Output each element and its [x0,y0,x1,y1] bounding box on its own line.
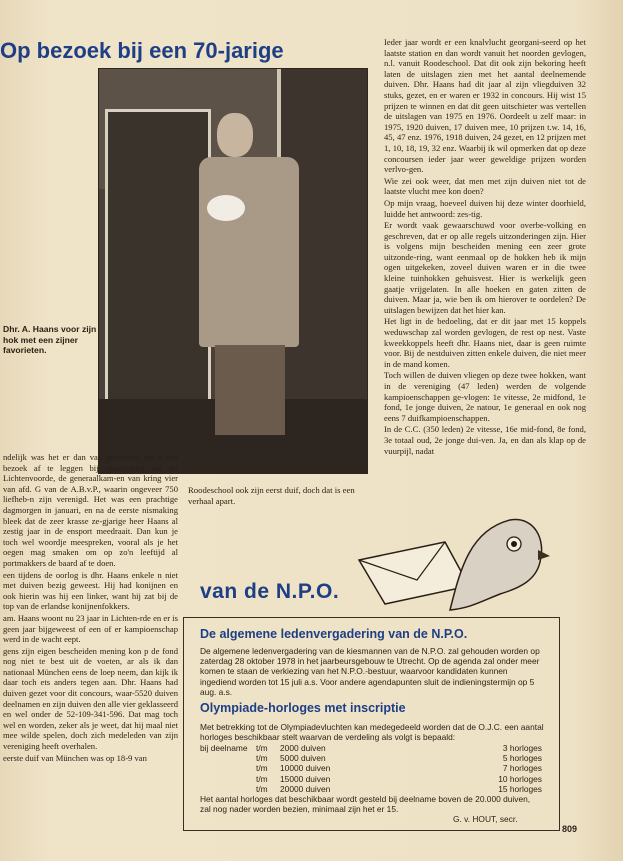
page-number: 809 [562,824,578,834]
table-cell: 5 horloges [502,753,542,764]
pigeon-head-icon [440,510,550,614]
table-cell: 20000 duiven [280,783,331,794]
table-cell: 7 horloges [502,763,542,774]
photo-man-head [217,113,253,157]
notice-watches-text: Met betrekking tot de Olympiadevluchten kan medegedeeld worden dat de O.J.C. een aantal horloges beschikbaar stelt waarvan de verdeling als volgt is bepaald: [200,722,544,743]
table-cell: 10000 duiven [280,763,331,774]
table-cell: 15000 duiven [280,773,331,784]
paragraph: gens zijn eigen bescheiden mening kon p de fond nog niet te best uit de voeten, ar als ik dan nationaal München eens de loep neem, dan kijk ik daar toch ets anders tegen aan. Dhr. Haans had duiven gezet voor dit concours, waar-5520 duiven deelnamen en zijn duiven den alle vier geklasseerd en wel onder de 52-109-341-596. Dat mag toch wel en worden, zeker als je weet, dat hij maal niet mee wilde spelen, doch zich medeleden van zijn vereniging heeft overhalen. [3,645,178,752]
photo-man-legs [215,345,285,435]
table-cell: 15 horloges [498,783,542,794]
paragraph: In de C.C. (350 leden) 2e vitesse, 16e mid-fond, 8e fond, 3e totaal oud, 2e jonge dui-ven. Ja, en dan als klap op de vuurpijl, nadat [384,424,586,456]
table-cell: bij deelname [200,743,248,753]
photo-loft-door [105,109,211,435]
paragraph: eerste duif van München was op 18-9 van [3,752,147,763]
table-row [200,774,542,784]
article-title: Op bezoek bij een 70-jarige [0,38,284,63]
paragraph: Het ligt in de bedoeling, dat er dit jaar met 15 koppels weduwschap zal worden gevlogen, de rest op nest. Vaste kweekkoppels heeft dhr. Haans niet, daar is geen ruimte voor. Bij de nestduiven zitten enkele duiven, die niet meer in de mand komen. [384,316,586,369]
signature: G. v. HOUT, secr. [453,814,518,824]
photo-right-text: Roodeschool ook zijn eerst duif, doch dat is een verhaal apart. [188,485,355,506]
notice-meeting-text: De algemene ledenvergadering van de kiesmannen van de N.P.O. zal gehouden worden op zaterdag 28 oktober 1978 in het jaarbeursgebouw te Utrecht. Op de agenda zal onder meer komen te staan de verkiezing van het N.P.O.-bestuur, waarvoor kandidaten kunnen ingediend worden tot 15 juli a.s. Voor andere agendapunten sluit de indieningstermijn op 5 aug. a.s. [200,646,540,697]
paragraph: Wie zei ook weer, dat men met zijn duiven niet tot de laatste vlucht mee kon doen? [384,175,586,197]
table-cell: t/m [256,763,268,774]
article-left-column [3,452,178,764]
table-cell: t/m [256,783,268,794]
paragraph: Ieder jaar wordt er een knalvlucht georgani-seerd op het laatste station en dan wordt vanuit het noorden gevlogen, n.l. vanuit Roodeschool. Dat dit ook zijn bekoring heeft laten de uitslagen zien met het aantal deelnemende duiven. Dhr. Haans had dit jaar al zijn vliegduiven 32 stuks, gezet, en er waren er 1932 in concours. Hij wist 15 prijzen te winnen en dat dit geen uitschieter was vertellen de uitslagen van 1975 en 1976. Oordeelt u zelf maar: in 1975, 1920 duiven, 17 duiven mee, 10 prijzen t.w. 14, 16, 45, 47 enz. 1976, 1918 duiven, 24 gezet, en 12 prijzen met 1, 10, 18, 19, 32 enz. Waarbij ik wil opmerken dat op deze concoursen ieder jaar weer geweldige prijzen worden verlvo-gen. [384,37,586,175]
table-cell: 10 horloges [498,773,542,784]
notice-heading-watches: Olympiade-horloges met inscriptie [200,701,406,715]
table-cell: 5000 duiven [280,753,326,764]
paragraph: Toch willen de duiven vliegen op deze twee hokken, want in de vereniging (47 leden) werden de volgende kampioenschappen ge-vlogen: 1e vitesse, 2e midfond, 1e fond, 1e jonge duiven, 2e natour, 1e generaal en ook nog eens 7 duifkampioenschappen. [384,370,586,423]
table-cell: 3 horloges [502,743,542,753]
table-row [200,784,542,794]
table-cell: 2000 duiven [280,743,326,753]
article-photo [98,68,368,474]
table-row [200,743,542,753]
photo-man-coat [199,157,299,347]
paragraph: Er wordt vaak gewaarschuwd voor overbe-volking en geschreven, dat er op alle regels uitzonderingen zijn. Hier is volgens mijn bescheiden mening een zeer grote uitzonde-ring, want eenmaal op de hokken heb ik mijn ogen uitgekeken, zoveel duiven waren er in die twee kleine tuinhokken gehuisvest. Hier is werkelijk geen gaatje vrijgelaten. In alle hoeken en gaten zitten de duiven. Maar ja, wie ben ik om hierover te oordelen? De uitslagen bewijzen dat het hier kan. [384,220,586,315]
table-row [200,763,542,773]
paragraph: am. Haans woont nu 23 jaar in Lichten-rde en er is geen jaar bijgeweest of een of er kampioenschap werd in de wacht eept. [3,612,178,645]
photo-pigeon [207,195,245,221]
paragraph: ndelijk was het er dan van gekomen, om s een bezoek af te leggen bij sportvriend ans uit Lichtenvoorde, de generaalkam-en van kring vier van afd. G van de A.B.v.P., waarin ongeveer 750 liefheb-n zijn verenigd. Het was een prachtige dagmorgen in januari, en na de eerste nismaking bleek dat de zeer krasse ze-gjarige heer Haans al zestig jaar in de ensport meedraait. Dan kun je toch wel woordje meespreken, vooral als je het oegen mag smaken om op zo'n leeftijd al portmakkers de baard af te doen. [3,452,178,568]
table-row [200,753,542,763]
table-cell: t/m [256,773,268,784]
paragraph: Op mijn vraag, hoeveel duiven hij deze winter doorhield, luidde het antwoord: zes-tig. [384,197,586,219]
photo-caption: Dhr. A. Haans voor zijn hok met een zijner favorieten. [3,324,97,355]
paragraph: een tijdens de oorlog is dhr. Haans enkele n niet met duiven bezig geweest. Hij had konijnen en ook hierin was hij een linker, want hij zat bij de top van de erlandse konijnenfokkers. [3,569,178,612]
table-cell: t/m [256,743,268,753]
article-right-column [384,37,586,457]
notice-watches-footer: Het aantal horloges dat beschikbaar wordt gesteld bij deelname boven de 20.000 duiven, zal nog nader worden bezien, minimaal zijn het er 15. [200,794,531,815]
npo-brand-label: van de N.P.O. [200,580,340,603]
watches-table [200,743,542,794]
table-cell: t/m [256,753,268,764]
notice-heading-meeting: De algemene ledenvergadering van de N.P.O. [200,627,468,641]
